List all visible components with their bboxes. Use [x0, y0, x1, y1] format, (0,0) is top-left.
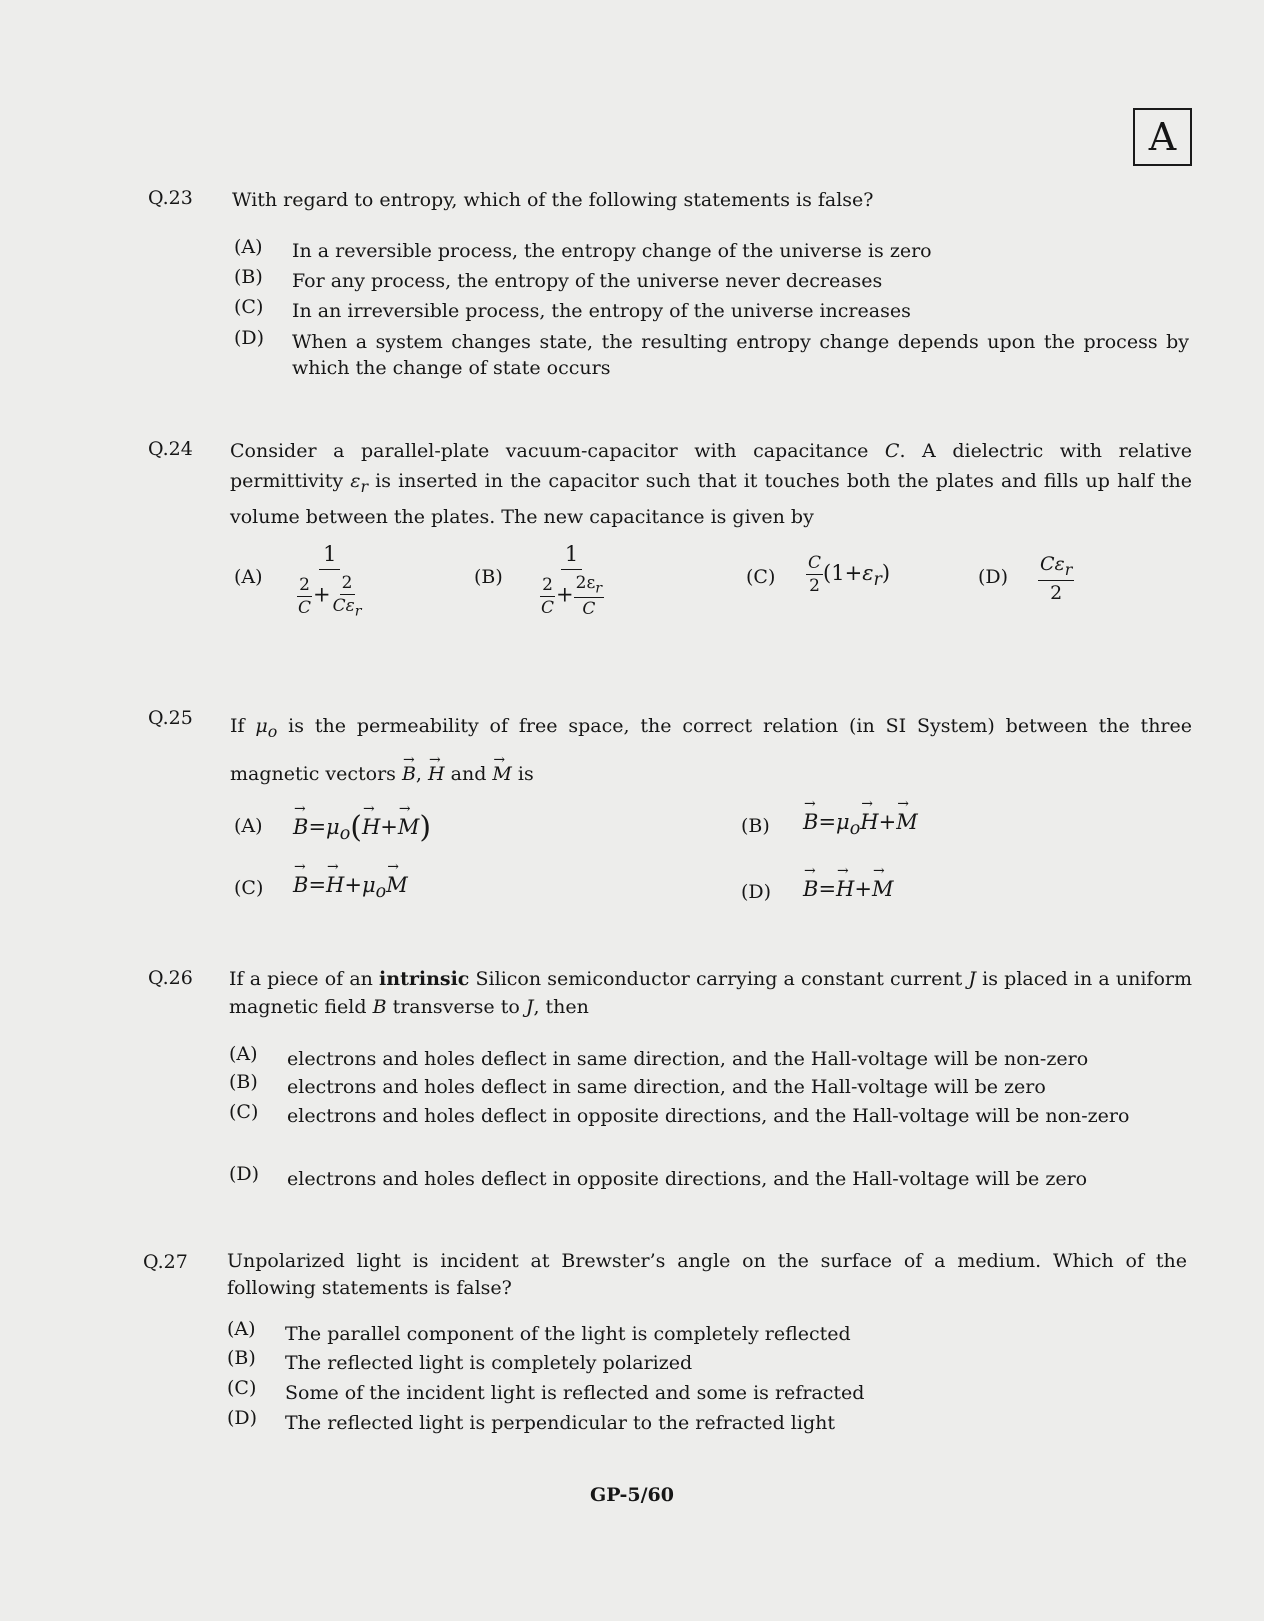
- question-stem: If a piece of an intrinsic Silicon semiconductor carrying a constant current J is placed in a uniform magnetic field B transverse to J, then: [229, 968, 1192, 1018]
- option-formula: $\frac{C\varepsilon_r}{2}$: [1040, 553, 1073, 604]
- question-number: Q.24: [148, 438, 193, 460]
- option-text: For any process, the entropy of the universe never decreases: [292, 270, 883, 292]
- option-label: (A): [234, 566, 263, 588]
- option-label: (D): [234, 327, 265, 349]
- question-number: Q.27: [143, 1251, 188, 1273]
- question-stem: Unpolarized light is incident at Brewster’s angle on the surface of a medium. Which of the following statements is false?: [227, 1250, 1187, 1299]
- question-number: Q.26: [148, 967, 193, 989]
- option-text: In an irreversible process, the entropy of the universe increases: [292, 300, 911, 322]
- option-text: electrons and holes deflect in opposite directions, and the Hall-voltage will be non-zero: [287, 1105, 1130, 1127]
- question-stem: If $\mu_o$ is the permeability of free space, the correct relation (in SI System) between the three magnetic vectors → B, → H and → M is: [230, 705, 1192, 795]
- option-text: The parallel component of the light is completely reflected: [285, 1323, 851, 1345]
- option-label: (D): [741, 881, 772, 903]
- option-text: The reflected light is perpendicular to the refracted light: [285, 1412, 835, 1434]
- option-label: (C): [234, 877, 264, 899]
- option-formula: → B=→ H+→ M: [803, 877, 894, 901]
- option-label: (B): [227, 1347, 256, 1369]
- option-label: (C): [229, 1101, 259, 1123]
- option-label: (C): [746, 566, 776, 588]
- option-formula: 1 $\frac{2}{C}$ + $\frac{2}{C\varepsilon_r}$: [298, 542, 362, 620]
- question-stem: With regard to entropy, which of the following statements is false?: [232, 189, 874, 211]
- option-label: (B): [741, 815, 770, 837]
- option-label: (D): [227, 1407, 258, 1429]
- question-number: Q.25: [148, 707, 193, 729]
- option-label: (A): [234, 815, 263, 837]
- option-label: (A): [227, 1318, 256, 1340]
- option-label: (A): [234, 236, 263, 258]
- option-label: (C): [234, 296, 264, 318]
- option-label: (A): [229, 1043, 258, 1065]
- option-text: Some of the incident light is reflected and some is refracted: [285, 1382, 865, 1404]
- page-footer: GP-5/60: [590, 1484, 674, 1506]
- option-text: electrons and holes deflect in opposite directions, and the Hall-voltage will be zero: [287, 1168, 1088, 1190]
- option-formula: → $B=\to H+\mu_o\to M$: [293, 873, 408, 902]
- question-stem: Consider a parallel-plate vacuum-capacitor with capacitance C. A dielectric with relative permittivity $\varepsilon_r$ is inserted in the capacitor such that it touches both the plates and fills up half the volume between the plates. The new capacitance is given by: [230, 440, 1192, 528]
- question-number: Q.23: [148, 187, 193, 209]
- option-formula: → $B=\mu_o(\to H+\to M)$: [293, 810, 431, 845]
- option-text: The reflected light is completely polarized: [285, 1352, 693, 1374]
- option-text: electrons and holes deflect in same direction, and the Hall-voltage will be zero: [287, 1076, 1046, 1098]
- option-formula: → $B=\mu_o\to H+\to M$: [803, 810, 918, 839]
- option-label: (C): [227, 1377, 257, 1399]
- set-label-box: A: [1133, 108, 1192, 166]
- option-label: (B): [474, 566, 503, 588]
- option-formula: 1 $\frac{2}{C}$ + $\frac{2\varepsilon_r}{C}$: [541, 542, 603, 620]
- option-text: In a reversible process, the entropy change of the universe is zero: [292, 240, 932, 262]
- option-label: (D): [978, 566, 1009, 588]
- option-label: (B): [229, 1071, 258, 1093]
- option-formula: $\frac{C}{2}$ $(1+\varepsilon_r)$: [808, 553, 891, 596]
- option-text: electrons and holes deflect in same direction, and the Hall-voltage will be non-zero: [287, 1048, 1089, 1070]
- option-label: (B): [234, 266, 263, 288]
- option-text: When a system changes state, the resulting entropy change depends upon the process by which the change of state occurs: [292, 331, 1189, 379]
- option-label: (D): [229, 1163, 260, 1185]
